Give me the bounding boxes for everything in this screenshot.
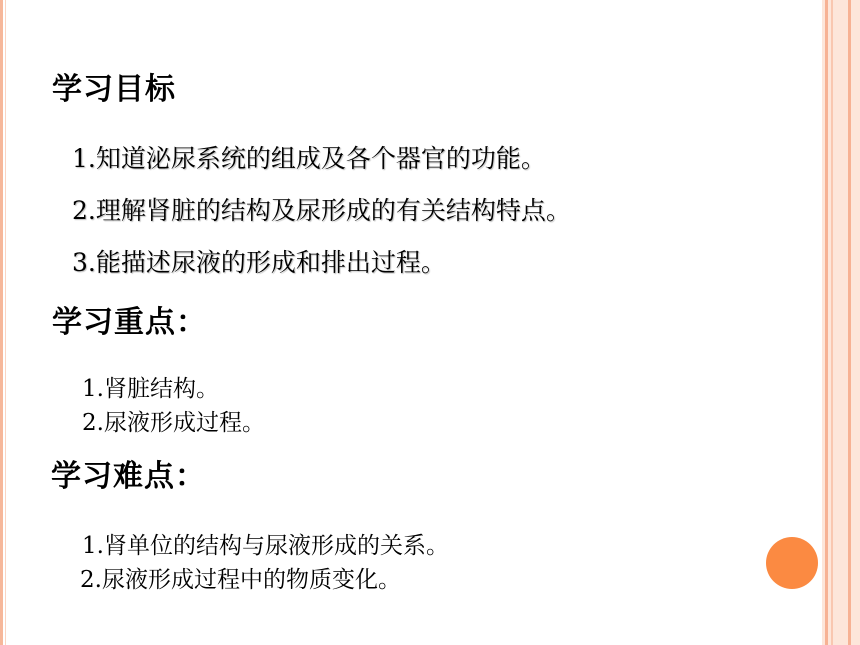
- right-stripe-decoration: [822, 0, 860, 645]
- key-points-heading: 学习重点：: [52, 305, 207, 340]
- difficulties-heading: 学习难点：: [51, 459, 206, 494]
- objectives-heading: 学习目标: [52, 72, 176, 107]
- left-border-decoration: [0, 0, 7, 645]
- objective-item-2: 2.理解肾脏的结构及尿形成的有关结构特点。: [72, 196, 571, 225]
- difficulty-item-2: 2.尿液形成过程中的物质变化。: [80, 567, 401, 593]
- accent-circle: [766, 537, 818, 589]
- difficulty-item-1: 1.肾单位的结构与尿液形成的关系。: [82, 533, 449, 559]
- key-point-item-1: 1.肾脏结构。: [82, 376, 219, 402]
- objective-item-1: 1.知道泌尿系统的组成及各个器官的功能。: [72, 144, 546, 173]
- objective-item-3: 3.能描述尿液的形成和排出过程。: [72, 248, 446, 277]
- key-point-item-2: 2.尿液形成过程。: [82, 410, 265, 436]
